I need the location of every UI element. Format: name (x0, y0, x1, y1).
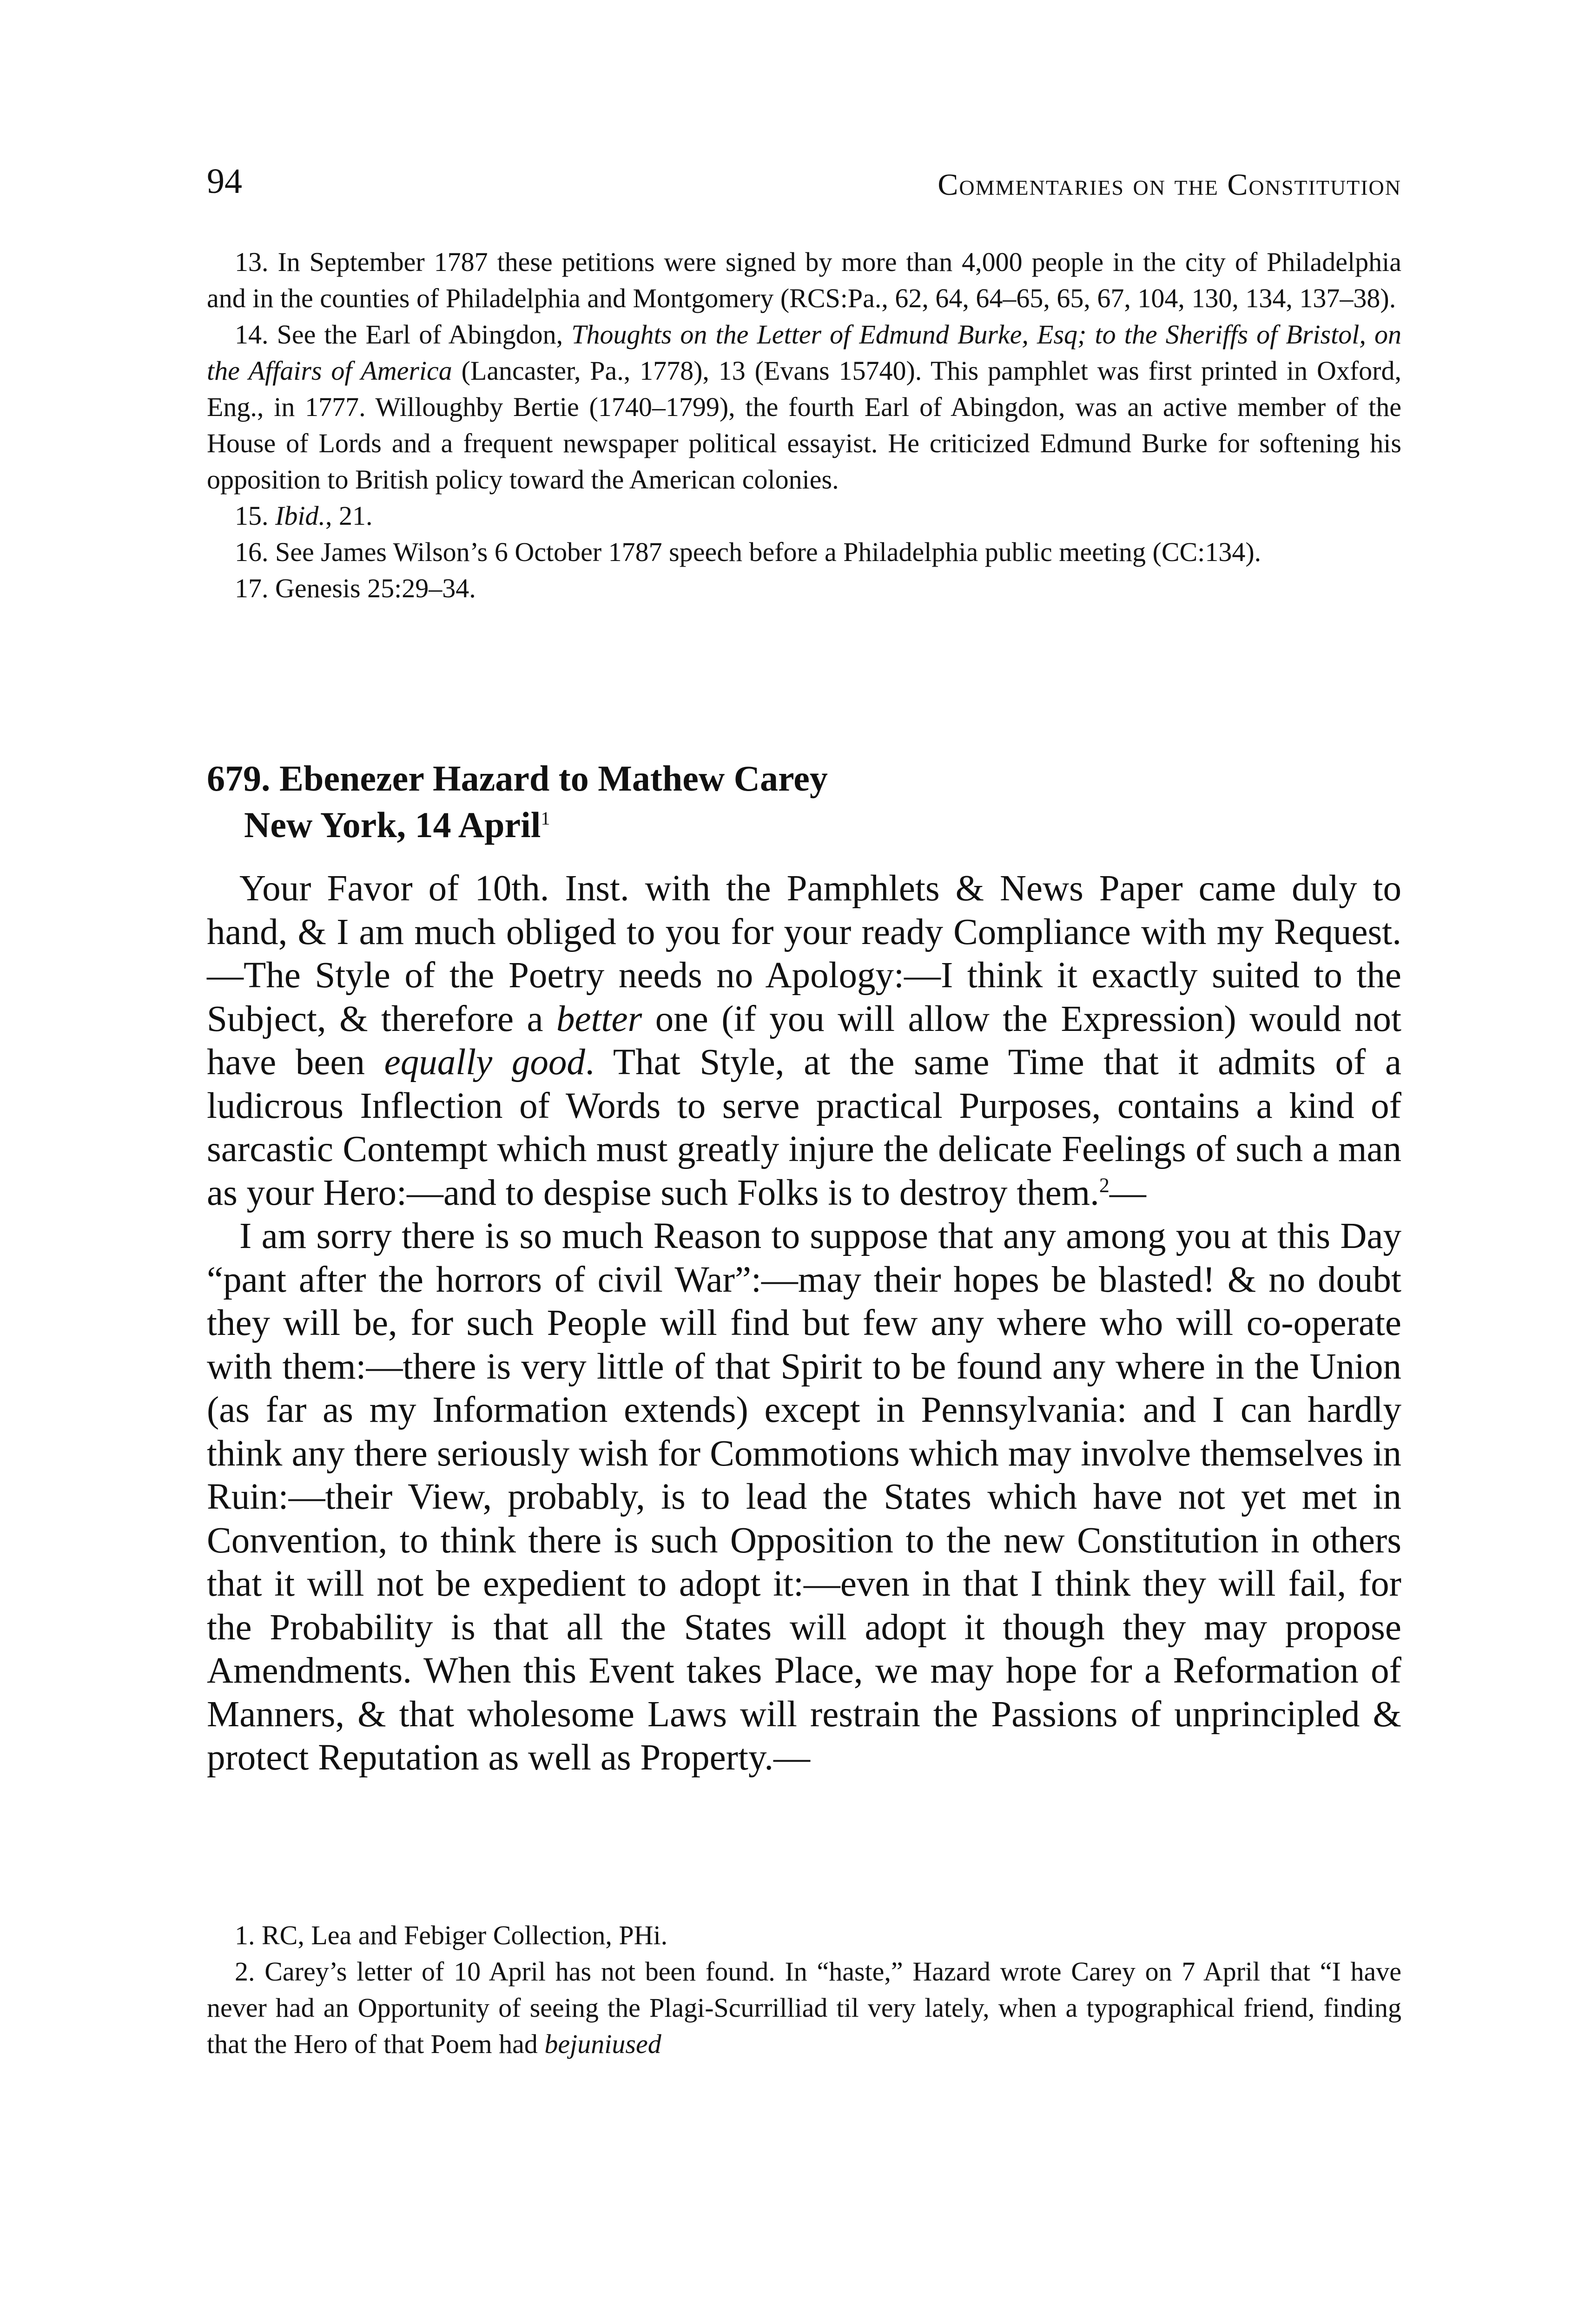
heading-note-ref: 1 (541, 808, 550, 829)
letter-paragraph-1: Your Favor of 10th. Inst. with the Pamphlets & News Paper came duly to hand, & I am much obliged to you for your ready Compliance with my Request.—The Style of the Poetry needs no Apology:—I think it exactly suited to the Subject, & therefore a better one (if you will allow the Expression) would not have been equally good. That Style, at the same Time that it admits of a ludicrous Inflection of Words to serve practical Purposes, contains a kind of sarcastic Contempt which must greatly injure the delicate Feelings of such a man as your Hero:—and to despise such Folks is to destroy them.$^2$— (207, 868, 1402, 1213)
footnotes-previous-document (207, 244, 1401, 607)
footnote-17: 17. Genesis 25:29–34. (235, 573, 476, 603)
footnote-13: 13. In September 1787 these petitions were signed by more than 4,000 people in the city of Philadelphia and in the counties of Philadelphia and Montgomery (RCS:Pa., 62, 64, 64–65, 65, 67, 104, 130, 134, 137–38). (207, 247, 1402, 313)
footnote-15: 15. Ibid., 21. (235, 501, 373, 531)
footnote-1: 1. RC, Lea and Febiger Collection, PHi. (235, 1920, 668, 1950)
note-ref-2: 2 (1099, 1174, 1110, 1197)
letter-body (207, 867, 1401, 1780)
running-head: Commentaries on the Constitution (938, 168, 1401, 202)
footnote-2: 2. Carey’s letter of 10 April has not been found. In “haste,” Hazard wrote Carey on 7 April that “I have never had an Opportunity of seeing the Plagi-Scurrilliad til very lately, when a typographical friend, finding that the Hero of that Poem had bejuniused (207, 1956, 1402, 2059)
heading-place-date: New York, 14 April$^1$ (244, 805, 550, 845)
heading-title: 679. Ebenezer Hazard to Mathew Carey (207, 758, 828, 799)
page-header (207, 158, 1401, 209)
footnote-16: 16. See James Wilson’s 6 October 1787 speech before a Philadelphia public meeting (CC:134). (235, 537, 1261, 567)
letter-paragraph-2: I am sorry there is so much Reason to suppose that any among you at this Day “pant after the horrors of civil War”:—may their hopes be blasted! & no doubt they will be, for such People will find but few any where who will co-operate with them:—there is very little of that Spirit to be found any where in the Union (as far as my Information extends) except in Pennsylvania: and I can hardly think any there seriously wish for Commotions which may involve themselves in Ruin:—their View, probably, is to lead the States which have not yet met in Convention, to think there is such Opposition to the new Constitution in others that it will not be expedient to adopt it:—even in that I think they will fail, for the Probability is that all the States will adopt it though they may propose Amendments. When this Event takes Place, we may hope for a Reformation of Manners, & that wholesome Laws will restrain the Passions of unprincipled & protect Reputation as well as Property.— (207, 1216, 1401, 1778)
page-number: 94 (207, 162, 242, 201)
footnote-14: 14. See the Earl of Abingdon, Thoughts on the Letter of Edmund Burke, Esq; to the Sheriffs of Bristol, on the Affairs of America (Lancaster, Pa., 1778), 13 (Evans 15740). This pamphlet was first printed in Oxford, Eng., in 1777. Willoughby Bertie (1740–1799), the fourth Earl of Abingdon, was an active member of the House of Lords and a frequent newspaper political essayist. He criticized Edmund Burke for softening his opposition to British policy toward the American colonies. (207, 319, 1401, 495)
footnotes-current-document (207, 1917, 1401, 2062)
document-heading (207, 755, 1401, 848)
